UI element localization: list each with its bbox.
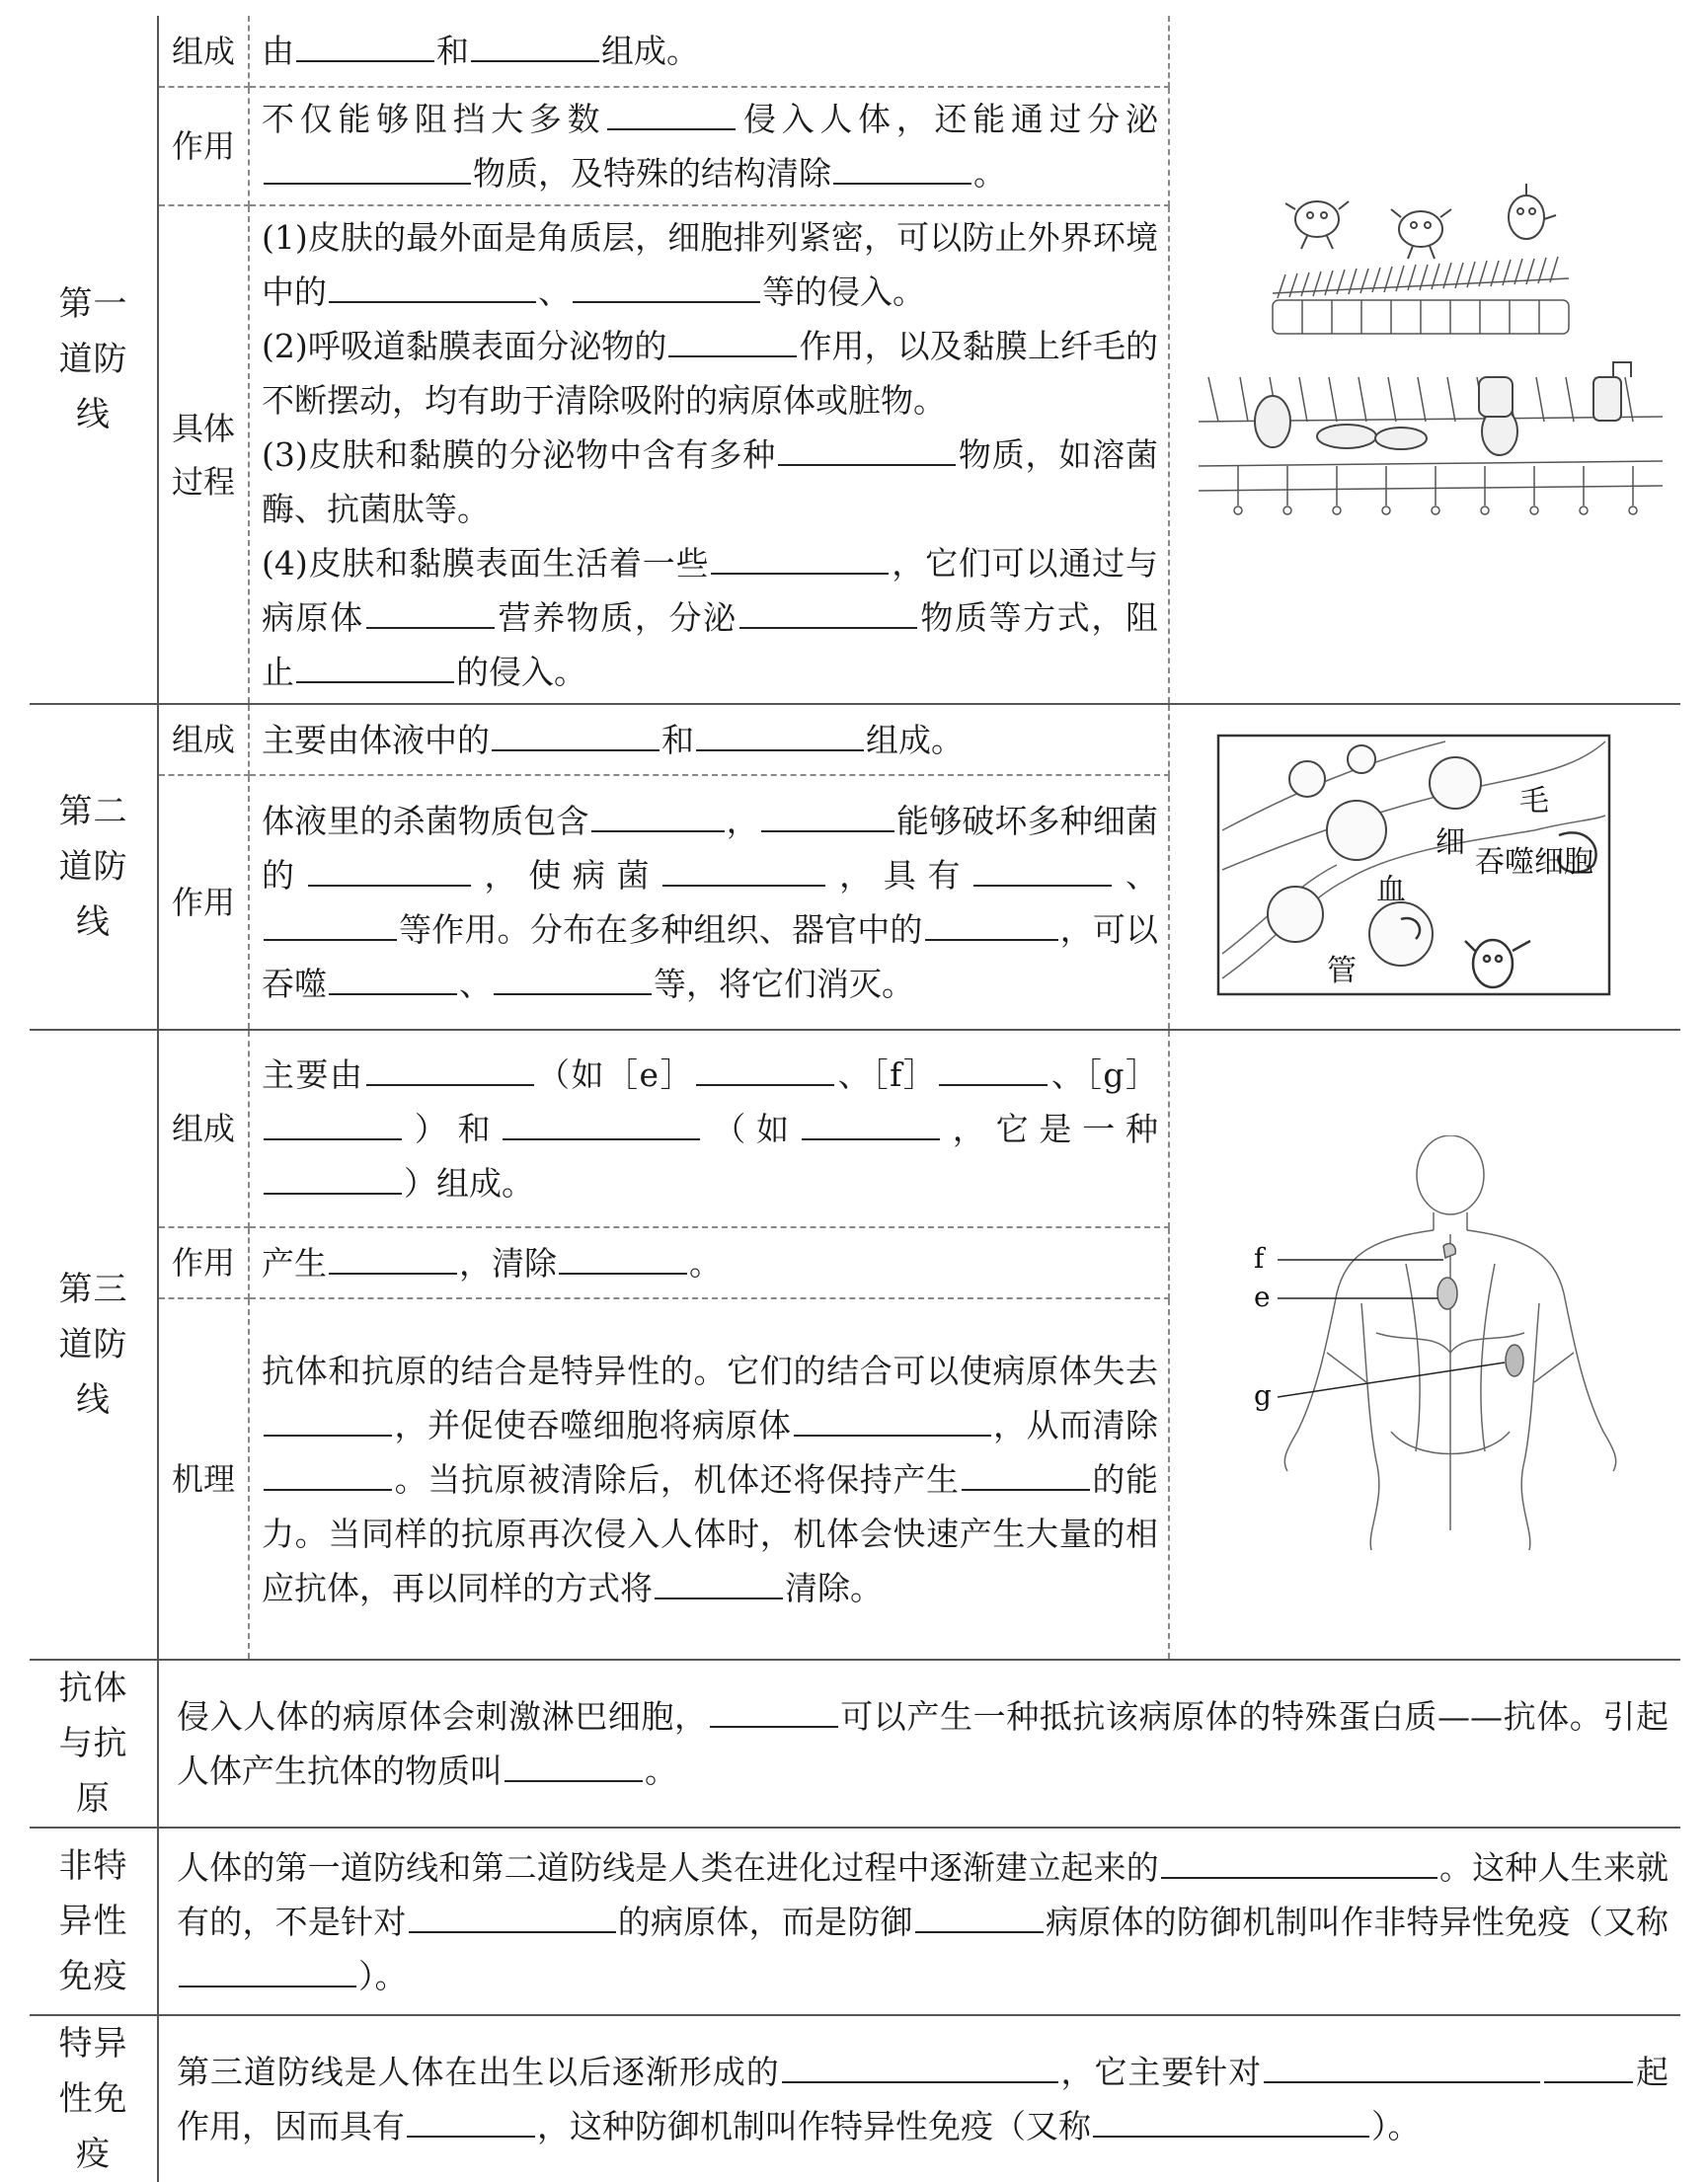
blank[interactable] [782, 2051, 1058, 2083]
blank[interactable] [696, 1052, 834, 1085]
blank[interactable] [662, 854, 825, 887]
blank[interactable] [591, 800, 725, 832]
first-line-figure-cell [1169, 16, 1680, 704]
label-g: g [1253, 1379, 1272, 1412]
blank[interactable] [711, 542, 889, 575]
third-composition-label: 组成 [158, 1030, 249, 1227]
blank[interactable] [939, 1052, 1048, 1085]
blank[interactable] [973, 854, 1112, 887]
label-guan: 管 [1326, 954, 1357, 988]
label-mao: 毛 [1518, 784, 1549, 818]
blank[interactable] [739, 596, 917, 629]
blank[interactable] [409, 1900, 616, 1932]
lymphatic-system-illustration [1179, 1135, 1672, 1550]
blank[interactable] [794, 1403, 991, 1436]
blank[interactable] [915, 1900, 1044, 1932]
antibody-antigen-label: 抗体与抗原 [30, 1660, 158, 1828]
third-function-text: 产生 ，清除 。 [249, 1227, 1169, 1298]
blank[interactable] [559, 1241, 687, 1274]
blank[interactable] [503, 1107, 700, 1139]
blank[interactable] [264, 1457, 392, 1490]
blank[interactable] [494, 963, 652, 995]
blank[interactable] [329, 963, 457, 995]
blank[interactable] [308, 854, 471, 887]
process-item-3: (3)皮肤和黏膜的分泌物中含有多种 物质，如溶菌酶、抗菌肽等。 [262, 428, 1158, 536]
third-function-label: 作用 [158, 1227, 249, 1298]
first-line-label: 第一道防线 [30, 16, 158, 704]
blank[interactable] [668, 325, 797, 357]
process-item-4: (4)皮肤和黏膜表面生活着一些 ，它们可以通过与病原体 营养物质，分泌 物质等方式，阻止 的侵入。 [262, 536, 1158, 699]
blank[interactable] [296, 651, 454, 683]
blank[interactable] [607, 98, 736, 130]
blank[interactable] [296, 30, 434, 62]
blank[interactable] [264, 1107, 402, 1139]
second-line-figure-cell [1169, 704, 1680, 1030]
blank[interactable] [1093, 2105, 1369, 2138]
bacteria-icon [1255, 362, 1631, 455]
label-xue: 血 [1375, 873, 1406, 907]
blank[interactable] [1264, 2051, 1540, 2083]
blank[interactable] [833, 152, 971, 185]
blank[interactable] [573, 271, 760, 303]
first-function-label: 作用 [158, 87, 249, 205]
third-mechanism-label: 机理 [158, 1298, 249, 1660]
third-line-label: 第三道防线 [30, 1030, 158, 1660]
label-phagocyte: 吞噬细胞 [1474, 845, 1593, 880]
blank[interactable] [761, 800, 894, 832]
thymus-gland-icon [1437, 1278, 1457, 1309]
defense-lines-table [30, 16, 1680, 2182]
blank[interactable] [471, 30, 599, 62]
spleen-icon [1506, 1345, 1523, 1376]
second-function-label: 作用 [158, 775, 249, 1030]
germ-icon [1285, 184, 1556, 259]
blank[interactable] [962, 1457, 1090, 1490]
specific-immunity-text: 第三道防线是人体在出生以后逐渐形成的 ，它主要针对 起作用，因而具有 ，这种防御机制叫作特异性免疫（又称 ）。 [158, 2015, 1680, 2182]
blank[interactable] [505, 1750, 643, 1782]
pointer-line [1278, 1363, 1505, 1397]
process-item-1: (1)皮肤的最外面是角质层，细胞排列紧密，可以防止外界环境中的 、 等的侵入。 [262, 218, 1158, 311]
body-outline-icon [1284, 1135, 1616, 1550]
label-e: e [1253, 1281, 1271, 1313]
blank[interactable] [366, 1052, 534, 1085]
blank[interactable] [925, 908, 1058, 941]
second-function-text: 体液里的杀菌物质包含 ， 能够破坏多种细菌的 ，使病菌 ，具有 、等作用。分布在多种组织、器官中的 ，可以吞噬 、 等，将它们消灭。 [249, 775, 1169, 1030]
first-process-text [249, 205, 1169, 704]
antibody-antigen-text: 侵入人体的病原体会刺激淋巴细胞， 可以产生一种抵抗该病原体的特殊蛋白质——抗体。引起人体产生抗体的物质叫 。 [158, 1660, 1680, 1828]
blank[interactable] [710, 1695, 838, 1728]
third-composition-text: 主要由 （如［e］ 、［f］ 、［g］）和 （如 ，它是一种）组成。 [249, 1030, 1169, 1227]
process-item-2: (2)呼吸道黏膜表面分泌物的 作用，以及黏膜上纤毛的不断摆动，均有助于清除吸附的病原体或脏物。 [262, 319, 1158, 428]
first-function-text: 不仅能够阻挡大多数 侵入人体，还能通过分泌物质，及特殊的结构清除 。 [249, 87, 1169, 205]
specific-immunity-label: 特异性免疫 [30, 2015, 158, 2182]
blank[interactable] [778, 433, 956, 466]
skin-layer-top [1273, 257, 1569, 334]
blank[interactable] [1161, 1845, 1437, 1878]
phagocyte-illustration [1179, 722, 1672, 1008]
blank[interactable] [407, 2105, 535, 2138]
blank[interactable] [802, 1107, 940, 1139]
blank[interactable] [264, 152, 471, 185]
third-mechanism-text: 抗体和抗原的结合是特异性的。它们的结合可以使病原体失去，并促使吞噬细胞将病原体 ，从而清除。当抗原被清除后，机体还将保持产生 的能力。当同样的抗原再次侵入人体时，机体会快速产生大量的相应抗体，再以同样的方式将 清除。 [249, 1298, 1169, 1660]
thymus-icon [1443, 1244, 1455, 1258]
label-xi: 细 [1435, 825, 1465, 860]
skin-barrier-illustration [1179, 81, 1672, 634]
immunity-worksheet [30, 16, 1680, 2174]
first-composition-text: 由 和 组成。 [249, 16, 1169, 87]
first-composition-label: 组成 [158, 16, 249, 87]
blank[interactable] [696, 718, 864, 750]
nonspecific-immunity-text: 人体的第一道防线和第二道防线是人类在进化过程中逐渐建立起来的 。这种人生来就有的，不是针对 的病原体，而是防御 病原体的防御机制叫作非特异性免疫（又称）。 [158, 1828, 1680, 2015]
first-process-label: 具体过程 [158, 205, 249, 704]
second-composition-label: 组成 [158, 704, 249, 775]
blank[interactable] [264, 1403, 392, 1436]
second-composition-text: 主要由体液中的 和 组成。 [249, 704, 1169, 775]
blank[interactable] [366, 596, 495, 629]
blank[interactable] [179, 1954, 356, 1987]
label-f: f [1253, 1242, 1264, 1275]
blank[interactable] [329, 271, 536, 303]
blank[interactable] [1544, 2051, 1633, 2083]
second-line-label: 第二道防线 [30, 704, 158, 1030]
third-line-figure-cell [1169, 1030, 1680, 1660]
blank[interactable] [655, 1566, 783, 1598]
blank[interactable] [492, 718, 660, 750]
blank[interactable] [329, 1241, 457, 1274]
nonspecific-immunity-label: 非特异性免疫 [30, 1828, 158, 2015]
blank[interactable] [264, 908, 397, 941]
blank[interactable] [264, 1161, 402, 1194]
